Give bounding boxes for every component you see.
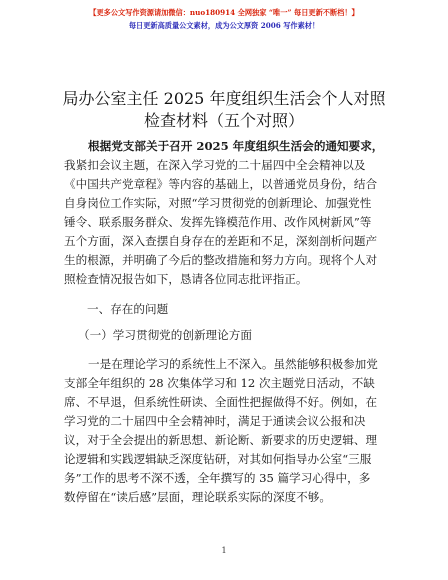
- intro-line: 自身岗位工作实际，对照“学习贯彻党的创新理论、加强党性: [64, 196, 372, 210]
- intro-line-text: 根据党支部关于召开 2025 年度组织生活会的通知要求，: [88, 139, 384, 153]
- body-line: [64, 375, 375, 391]
- intro-line: [88, 138, 383, 154]
- body-line: 议，对于全会提出的新思想、新论断、新要求的历史逻辑、理: [64, 433, 378, 447]
- body-line: 学习党的二十届四中全会精神时，满足于通读会议公报和决: [64, 414, 366, 428]
- page-number: 1: [221, 546, 227, 555]
- intro-line: 照检查情况报告如下，恳请各位同志批评指正。: [64, 272, 308, 286]
- body-line: 席、不早退，但系统性研读、全面性把握做得不好。例如，在: [64, 395, 378, 409]
- intro-line: 锤令、联系服务群众、发挥先锋模范作用、改作风树新风”等: [64, 215, 372, 229]
- body-line: 务”工作的思考不深不透，全年撰写的 35 篇学习心得中，多: [64, 471, 371, 485]
- section-heading: 一、存在的问题: [87, 302, 169, 316]
- intro-line: 五个方面，深入查摆自身存在的差距和不足，深刻剖析问题产: [64, 234, 378, 248]
- header-banner-blue[interactable]: 每日更新高质量公文素材，成为公文厚资 2006 写作素材！: [128, 21, 320, 30]
- intro-line: 生的根源，并明确了今后的整改措施和努力方向。现将个人对: [64, 253, 378, 267]
- intro-line: 《中国共产党章程》等内容的基础上，以普通党员身份，结合: [64, 177, 378, 191]
- body-line: 一是在理论学习的系统性上不深入。虽然能够积极参加党: [88, 357, 378, 371]
- subsection-heading: （一）学习贯彻党的创新理论方面: [78, 328, 252, 342]
- body-line: 论逻辑和实践逻辑缺乏深度钻研，对其如何指导办公室“三服: [64, 452, 372, 466]
- header-banner-red[interactable]: 【更多公文写作资源请加微信：nuo180914 全网独家 “唯一” 每日更新不断档！】: [89, 8, 359, 17]
- intro-line: 我紧扣会议主题，在深入学习党的二十届四中全会精神以及: [64, 158, 366, 172]
- document-title: 局办公室主任 2025 年度组织生活会个人对照检查材料（五个对照）: [62, 89, 386, 130]
- body-line-text: 支部全年组织的 28 次集体学习和 12 次主题党日活动，不缺: [64, 376, 375, 390]
- body-line: 数停留在“读后感”层面，理论联系实际的深度不够。: [64, 490, 331, 504]
